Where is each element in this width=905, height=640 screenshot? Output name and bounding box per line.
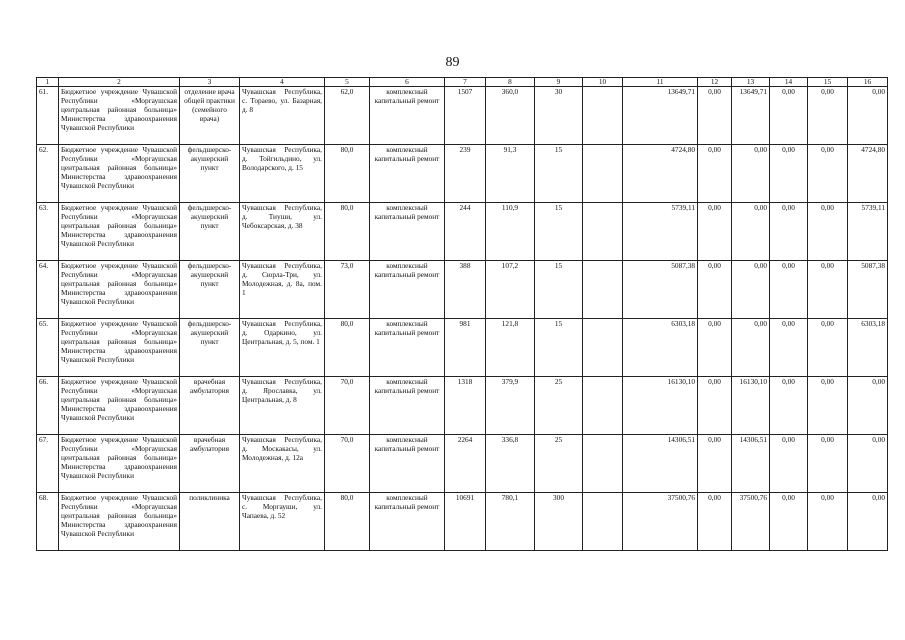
col-11-total: 5739,11	[623, 203, 698, 261]
col-10-value	[583, 435, 623, 493]
table-row	[37, 203, 888, 261]
facility-address: Чувашская Республика, д. Тиуши, ул. Чебоксарская, д. 38	[240, 203, 325, 261]
institution-name: Бюджетное учреждение Чувашской Республики «Моргаушская центральная районная больница» Министерства здравоохранения Чувашской Республики	[59, 203, 180, 261]
page-number: 89	[445, 55, 460, 70]
work-type: комплексный капитальный ремонт	[370, 145, 445, 203]
col-13-value: 0,00	[732, 203, 770, 261]
col-14-value: 0,00	[770, 493, 808, 551]
facility-type: врачебная амбулатория	[180, 435, 240, 493]
work-type: комплексный капитальный ремонт	[370, 435, 445, 493]
col-13-value: 0,00	[732, 319, 770, 377]
col-9-value: 15	[535, 261, 583, 319]
row-number: 68.	[37, 493, 59, 551]
col-15-value: 0,00	[808, 319, 848, 377]
wear-percent: 73,0	[325, 261, 370, 319]
column-number-11: 11	[623, 78, 698, 87]
work-type: комплексный капитальный ремонт	[370, 377, 445, 435]
col-12-value: 0,00	[698, 87, 732, 145]
wear-percent: 70,0	[325, 435, 370, 493]
col-10-value	[583, 87, 623, 145]
facility-address: Чувашская Республика, д. Тойгильдино, ул. Володарского, д. 15	[240, 145, 325, 203]
row-number: 67.	[37, 435, 59, 493]
facility-address: Чувашская Республика, д. Сюрла-Три, ул. Молодежная, д. 8а, пом. 1	[240, 261, 325, 319]
facility-address: Чувашская Республика, с. Тораево, ул. Базарная, д. 8	[240, 87, 325, 145]
col-12-value: 0,00	[698, 319, 732, 377]
col-11-total: 13649,71	[623, 87, 698, 145]
col-16-value: 5739,11	[848, 203, 888, 261]
col-9-value: 15	[535, 145, 583, 203]
col-12-value: 0,00	[698, 203, 732, 261]
facility-type: фельдшерско-акушерский пункт	[180, 261, 240, 319]
facility-type: врачебная амбулатория	[180, 377, 240, 435]
table-row	[37, 493, 888, 551]
facility-type: фельдшерско-акушерский пункт	[180, 319, 240, 377]
col-9-value: 300	[535, 493, 583, 551]
row-number: 64.	[37, 261, 59, 319]
column-number-row	[37, 78, 888, 87]
col-9-value: 25	[535, 377, 583, 435]
col-16-value: 5087,38	[848, 261, 888, 319]
column-number-3: 3	[180, 78, 240, 87]
table-row	[37, 261, 888, 319]
col-14-value: 0,00	[770, 435, 808, 493]
column-number-16: 16	[848, 78, 888, 87]
col-8-value: 780,1	[486, 493, 535, 551]
facility-type: фельдшерско-акушерский пункт	[180, 203, 240, 261]
col-16-value: 0,00	[848, 87, 888, 145]
col-7-value: 244	[445, 203, 486, 261]
institution-name: Бюджетное учреждение Чувашской Республики «Моргаушская центральная районная больница» Министерства здравоохранения Чувашской Республики	[59, 377, 180, 435]
col-15-value: 0,00	[808, 203, 848, 261]
col-9-value: 15	[535, 203, 583, 261]
col-15-value: 0,00	[808, 493, 848, 551]
col-10-value	[583, 377, 623, 435]
facility-type: фельдшерско-акушерский пункт	[180, 145, 240, 203]
table-row	[37, 87, 888, 145]
col-7-value: 239	[445, 145, 486, 203]
column-number-2: 2	[59, 78, 180, 87]
col-15-value: 0,00	[808, 87, 848, 145]
work-type: комплексный капитальный ремонт	[370, 493, 445, 551]
row-number: 61.	[37, 87, 59, 145]
col-8-value: 379,9	[486, 377, 535, 435]
institution-name: Бюджетное учреждение Чувашской Республики «Моргаушская центральная районная больница» Министерства здравоохранения Чувашской Республики	[59, 261, 180, 319]
wear-percent: 80,0	[325, 203, 370, 261]
col-13-value: 37500,76	[732, 493, 770, 551]
wear-percent: 62,0	[325, 87, 370, 145]
table-row	[37, 319, 888, 377]
column-number-10: 10	[583, 78, 623, 87]
col-13-value: 0,00	[732, 145, 770, 203]
capital-repair-table	[36, 77, 888, 551]
col-12-value: 0,00	[698, 145, 732, 203]
column-number-6: 6	[370, 78, 445, 87]
col-8-value: 121,8	[486, 319, 535, 377]
column-number-14: 14	[770, 78, 808, 87]
col-12-value: 0,00	[698, 435, 732, 493]
wear-percent: 80,0	[325, 319, 370, 377]
col-9-value: 15	[535, 319, 583, 377]
col-12-value: 0,00	[698, 261, 732, 319]
column-number-7: 7	[445, 78, 486, 87]
facility-address: Чувашская Республика, с. Моргауши, ул. Чапаева, д. 52	[240, 493, 325, 551]
wear-percent: 70,0	[325, 377, 370, 435]
col-11-total: 37500,76	[623, 493, 698, 551]
work-type: комплексный капитальный ремонт	[370, 87, 445, 145]
col-15-value: 0,00	[808, 377, 848, 435]
col-11-total: 6303,18	[623, 319, 698, 377]
col-7-value: 1318	[445, 377, 486, 435]
col-10-value	[583, 319, 623, 377]
col-13-value: 0,00	[732, 261, 770, 319]
row-number: 65.	[37, 319, 59, 377]
column-number-8: 8	[486, 78, 535, 87]
col-10-value	[583, 145, 623, 203]
col-11-total: 4724,80	[623, 145, 698, 203]
institution-name: Бюджетное учреждение Чувашской Республики «Моргаушская центральная районная больница» Министерства здравоохранения Чувашской Республики	[59, 87, 180, 145]
col-15-value: 0,00	[808, 261, 848, 319]
table-row	[37, 145, 888, 203]
col-16-value: 0,00	[848, 493, 888, 551]
column-number-5: 5	[325, 78, 370, 87]
column-number-13: 13	[732, 78, 770, 87]
work-type: комплексный капитальный ремонт	[370, 203, 445, 261]
col-14-value: 0,00	[770, 87, 808, 145]
facility-type: отделение врача общей практики (семейного врача)	[180, 87, 240, 145]
col-9-value: 25	[535, 435, 583, 493]
column-number-15: 15	[808, 78, 848, 87]
facility-address: Чувашская Республика, д. Одаркино, ул. Центральная, д. 5, пом. 1	[240, 319, 325, 377]
col-8-value: 110,9	[486, 203, 535, 261]
col-11-total: 16130,10	[623, 377, 698, 435]
wear-percent: 80,0	[325, 145, 370, 203]
col-13-value: 16130,10	[732, 377, 770, 435]
col-14-value: 0,00	[770, 145, 808, 203]
column-number-4: 4	[240, 78, 325, 87]
table-row	[37, 377, 888, 435]
col-11-total: 5087,38	[623, 261, 698, 319]
col-7-value: 10691	[445, 493, 486, 551]
col-16-value: 6303,18	[848, 319, 888, 377]
institution-name: Бюджетное учреждение Чувашской Республики «Моргаушская центральная районная больница» Министерства здравоохранения Чувашской Республики	[59, 435, 180, 493]
facility-address: Чувашская Республика, д. Ярославка, ул. Центральная, д. 8	[240, 377, 325, 435]
work-type: комплексный капитальный ремонт	[370, 261, 445, 319]
institution-name: Бюджетное учреждение Чувашской Республики «Моргаушская центральная районная больница» Министерства здравоохранения Чувашской Республики	[59, 319, 180, 377]
col-8-value: 360,0	[486, 87, 535, 145]
col-7-value: 388	[445, 261, 486, 319]
col-15-value: 0,00	[808, 145, 848, 203]
column-number-9: 9	[535, 78, 583, 87]
institution-name: Бюджетное учреждение Чувашской Республики «Моргаушская центральная районная больница» Министерства здравоохранения Чувашской Республики	[59, 145, 180, 203]
table-row	[37, 435, 888, 493]
col-9-value: 30	[535, 87, 583, 145]
facility-address: Чувашская Республика, д. Москакасы, ул. Молодежная, д. 12а	[240, 435, 325, 493]
col-14-value: 0,00	[770, 319, 808, 377]
col-13-value: 13649,71	[732, 87, 770, 145]
col-7-value: 981	[445, 319, 486, 377]
col-14-value: 0,00	[770, 261, 808, 319]
col-10-value	[583, 493, 623, 551]
col-10-value	[583, 203, 623, 261]
col-16-value: 0,00	[848, 377, 888, 435]
col-13-value: 14306,51	[732, 435, 770, 493]
col-8-value: 107,2	[486, 261, 535, 319]
facility-type: поликлиника	[180, 493, 240, 551]
row-number: 62.	[37, 145, 59, 203]
col-14-value: 0,00	[770, 203, 808, 261]
col-7-value: 2264	[445, 435, 486, 493]
wear-percent: 80,0	[325, 493, 370, 551]
col-11-total: 14306,51	[623, 435, 698, 493]
row-number: 63.	[37, 203, 59, 261]
row-number: 66.	[37, 377, 59, 435]
column-number-1: 1	[37, 78, 59, 87]
col-16-value: 4724,80	[848, 145, 888, 203]
col-8-value: 336,8	[486, 435, 535, 493]
col-7-value: 1507	[445, 87, 486, 145]
col-12-value: 0,00	[698, 493, 732, 551]
institution-name: Бюджетное учреждение Чувашской Республики «Моргаушская центральная районная больница» Министерства здравоохранения Чувашской Республики	[59, 493, 180, 551]
column-number-12: 12	[698, 78, 732, 87]
col-16-value: 0,00	[848, 435, 888, 493]
col-14-value: 0,00	[770, 377, 808, 435]
col-12-value: 0,00	[698, 377, 732, 435]
col-8-value: 91,3	[486, 145, 535, 203]
col-15-value: 0,00	[808, 435, 848, 493]
col-10-value	[583, 261, 623, 319]
work-type: комплексный капитальный ремонт	[370, 319, 445, 377]
